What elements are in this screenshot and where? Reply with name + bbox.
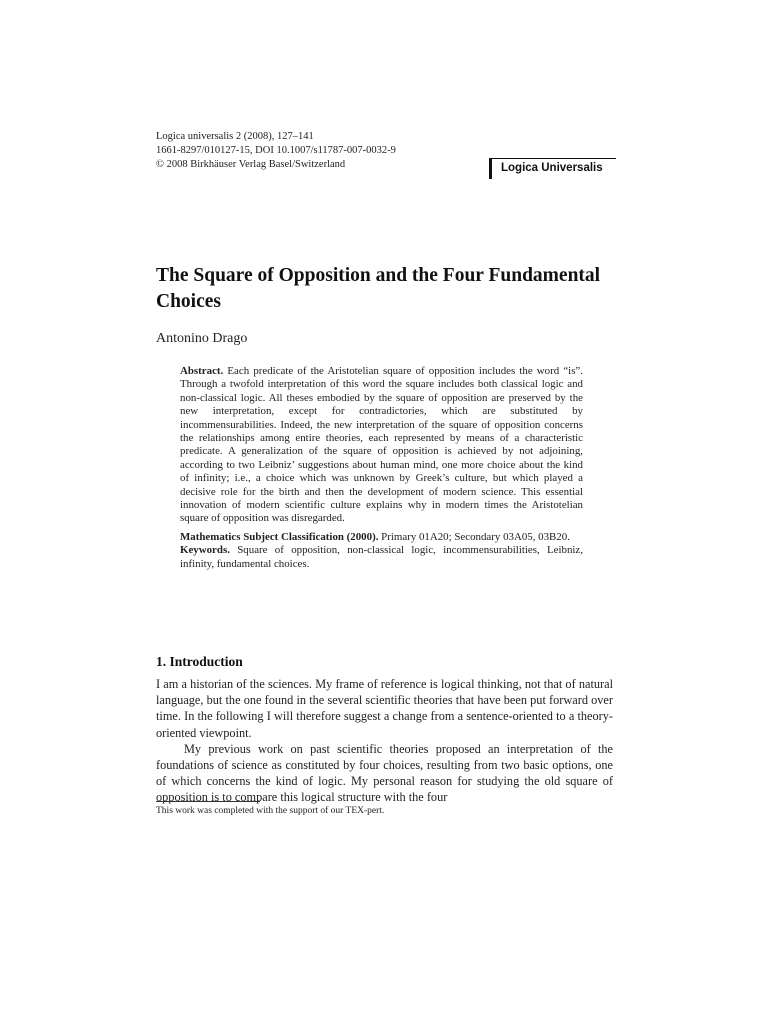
section-body xyxy=(156,676,613,806)
body-paragraph-1: I am a historian of the sciences. My frame of reference is logical thinking, not that of natural language, but the one found in the several scientific theories that have been put forward over time. In the following I will therefore suggest a change from a sentence-oriented to a theory-oriented viewpoint. xyxy=(156,677,613,740)
msc-label: Mathematics Subject Classification (2000). xyxy=(180,530,379,543)
keywords-text: Square of opposition, non-classical logic, incommensurabilities, Leibniz, infinity, fundamental choices. xyxy=(180,544,583,570)
body-paragraph-2: My previous work on past scientific theories proposed an interpretation of the foundations of science as constituted by four choices, resulting from two basic options, one of which concerns the kind of logic. My personal reason for studying the old square of opposition is to compare this logical structure with the four xyxy=(156,741,613,805)
doi-line: 1661-8297/010127-15, DOI 10.1007/s11787-007-0032-9 xyxy=(156,145,396,156)
journal-citation: Logica universalis 2 (2008), 127–141 xyxy=(156,131,314,142)
keywords-paragraph xyxy=(180,544,583,571)
abstract-block xyxy=(180,365,583,571)
abstract-paragraph xyxy=(180,365,583,526)
copyright-line: © 2008 Birkhäuser Verlag Basel/Switzerland xyxy=(156,159,346,170)
abstract-label: Abstract. xyxy=(180,365,224,377)
abstract-text: Each predicate of the Aristotelian square of opposition includes the word “is”. Through a twofold interpretation of this word the square includes both classical logic and non-classical logic. All theses embodied by the square of opposition are preserved by the new interpretation, except for contradictories, which are substituted by incommensurabilities. Indeed, the new interpretation of the square of opposition concerns the relationships among entire theories, each represented by means of a characteristic predicate. A generalization of the square of opposition is achieved by not adjoining, according to two Leibniz’ suggestions about human mind, one more choice about the kind of infinity; i.e., a choice which was unknown by Greek’s culture, but which played a decisive role for the birth and then the development of modern science. This essential innovation of modern scientific culture explains why in modern times the Aristotelian square of opposition was disregarded. xyxy=(180,365,583,525)
journal-logo-name: Logica Universalis xyxy=(501,162,603,174)
msc-paragraph xyxy=(180,531,583,544)
msc-text: Primary 01A20; Secondary 03A05, 03B20. xyxy=(381,530,570,543)
keywords-label: Keywords. xyxy=(180,544,230,557)
footnote-text: This work was completed with the support of our TEX-pert. xyxy=(156,806,385,816)
section-heading: 1. Introduction xyxy=(156,654,243,669)
footnote-rule xyxy=(156,801,260,802)
citation-block xyxy=(156,130,396,172)
author-name: Antonino Drago xyxy=(156,331,248,346)
paper-title: The Square of Opposition and the Four Fundamental Choices xyxy=(156,265,601,312)
